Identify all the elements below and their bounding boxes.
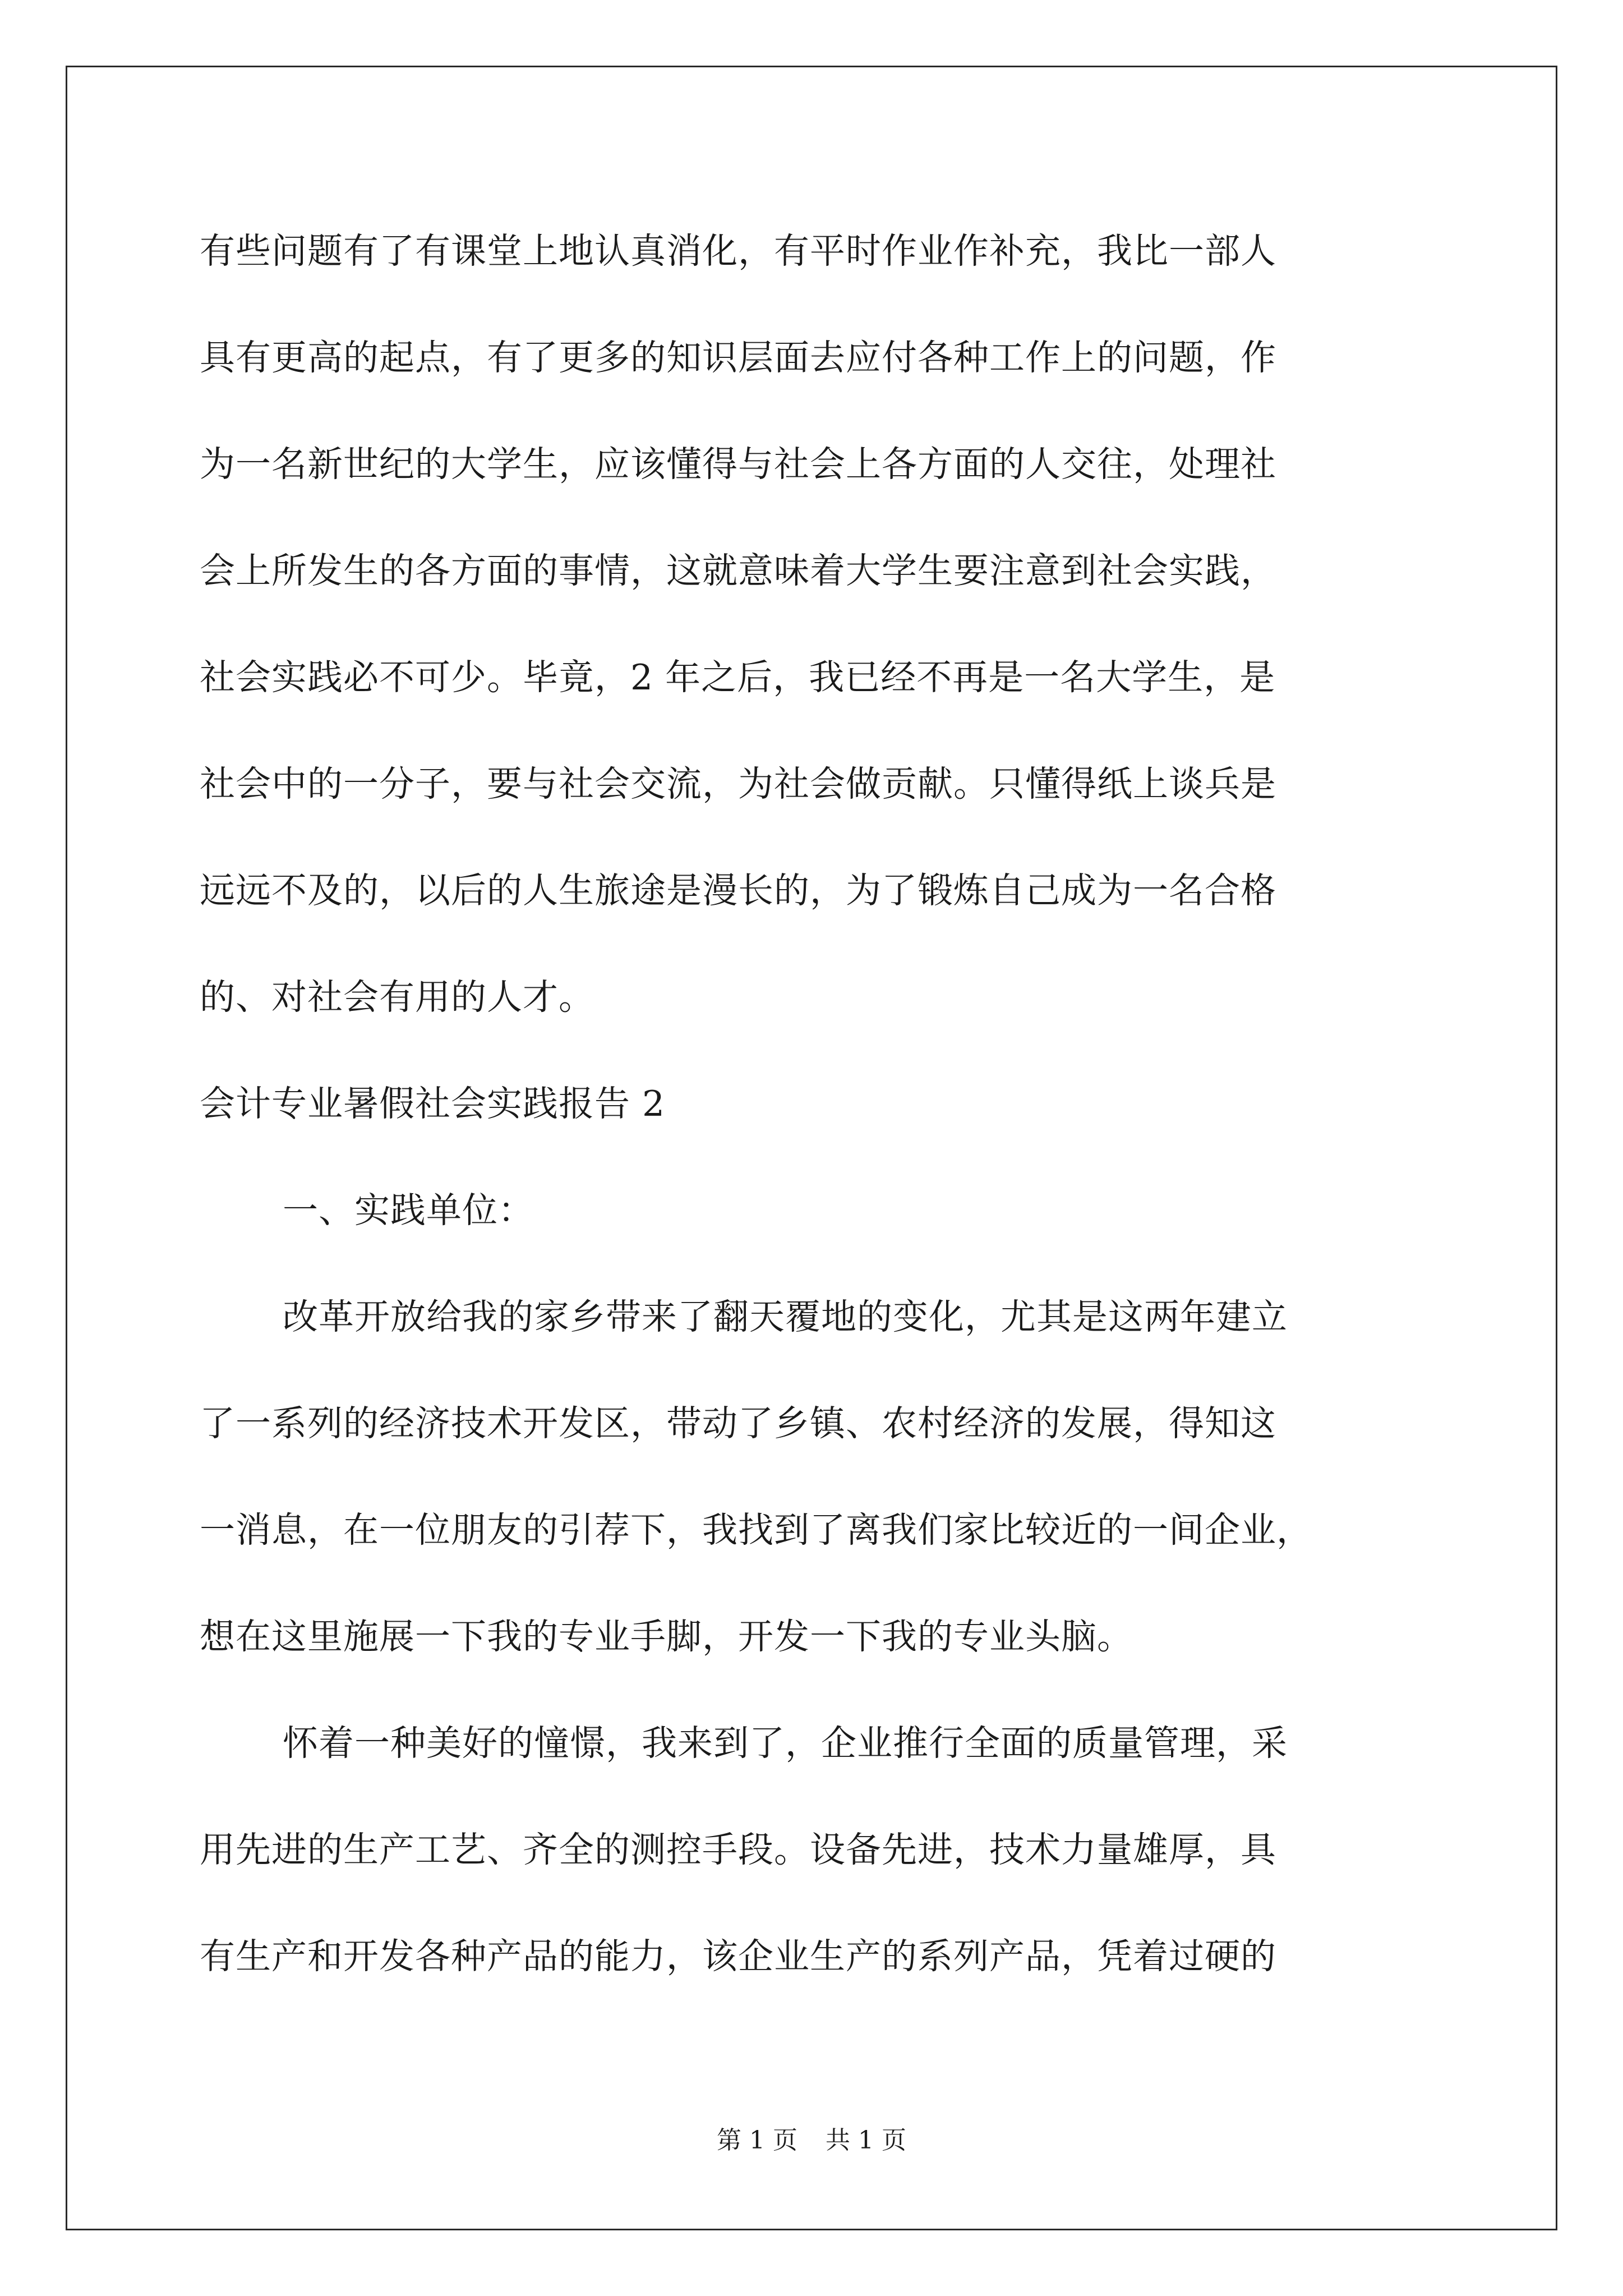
paragraph-line: 怀着一种美好的憧憬，我来到了，企业推行全面的质量管理，采 [283, 1723, 1288, 1764]
paragraph-line: 的、对社会有用的人才。 [200, 977, 594, 1018]
paragraph-line: 了一系列的经济技术开发区，带动了乡镇、农村经济的发展，得知这 [200, 1403, 1276, 1444]
section-heading: 会计专业暑假社会实践报告 2 [200, 1083, 666, 1124]
paragraph-line: 用先进的生产工艺、齐全的测控手段。设备先进，技术力量雄厚，具 [200, 1829, 1276, 1870]
paragraph-line: 一消息，在一位朋友的引荐下，我找到了离我们家比较近的一间企业， [200, 1510, 1312, 1550]
page-border [66, 66, 1557, 2230]
paragraph-line: 具有更高的起点，有了更多的知识层面去应付各种工作上的问题，作 [200, 337, 1276, 378]
page-footer [0, 2125, 1623, 2156]
paragraph-line: 社会中的一分子，要与社会交流，为社会做贡献。只懂得纸上谈兵是 [200, 763, 1276, 804]
paragraph-line: 想在这里施展一下我的专业手脚，开发一下我的专业头脑。 [200, 1616, 1133, 1657]
page-number-total: 共 1 页 [826, 2126, 906, 2155]
paragraph-line: 改革开放给我的家乡带来了翻天覆地的变化，尤其是这两年建立 [283, 1296, 1288, 1337]
paragraph-line: 为一名新世纪的大学生，应该懂得与社会上各方面的人交往，处理社 [200, 444, 1276, 485]
paragraph-line: 有生产和开发各种产品的能力，该企业生产的系列产品，凭着过硬的 [200, 1936, 1276, 1977]
paragraph-line: 有些问题有了有课堂上地认真消化，有平时作业作补充，我比一部人 [200, 231, 1276, 272]
paragraph-line: 远远不及的，以后的人生旅途是漫长的，为了锻炼自己成为一名合格 [200, 870, 1276, 911]
page-number-current: 第 1 页 [717, 2126, 797, 2155]
subsection-heading: 一、实践单位： [283, 1190, 534, 1231]
paragraph-line: 社会实践必不可少。毕竟，2 年之后，我已经不再是一名大学生，是 [200, 657, 1276, 698]
paragraph-line: 会上所发生的各方面的事情，这就意味着大学生要注意到社会实践， [200, 550, 1276, 591]
